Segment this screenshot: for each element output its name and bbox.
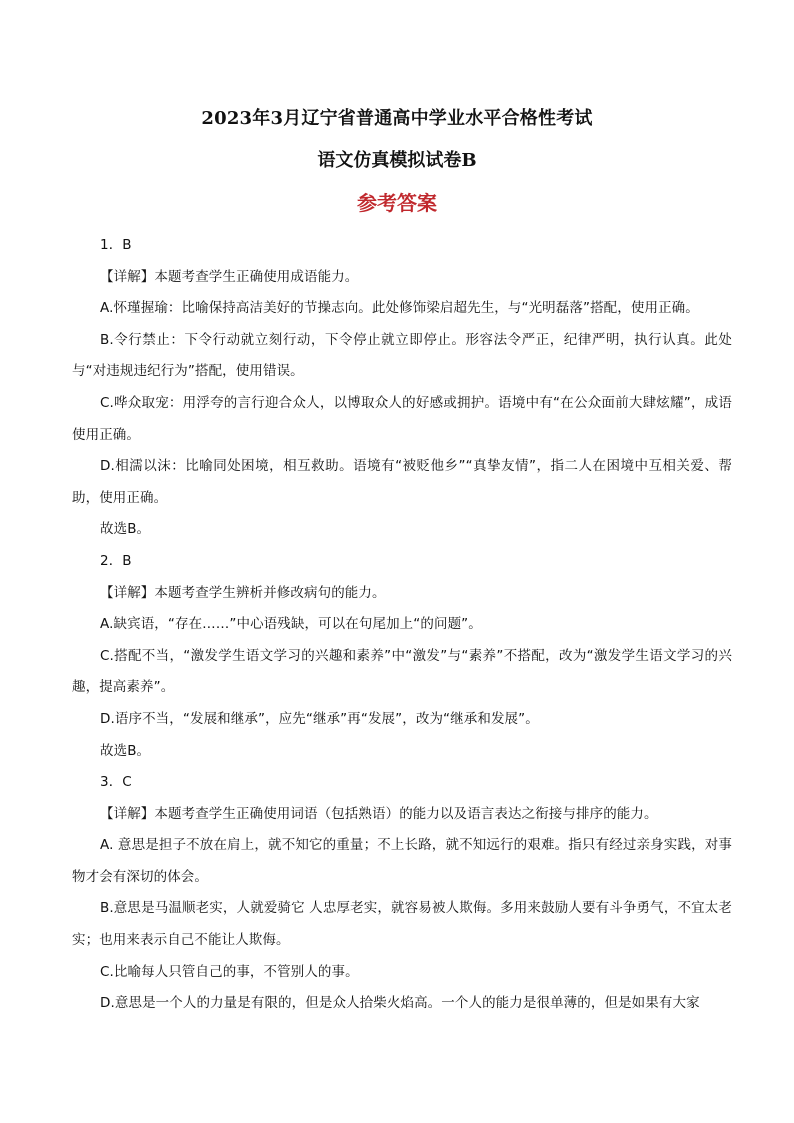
option-explanation: B.令行禁止：下令行动就立刻行动，下令停止就立即停止。形容法令严正，纪律严明，执行认真。此处与“对违规违纪行为”搭配，使用错误。 bbox=[72, 331, 732, 380]
option-explanation: C.哗众取宠：用浮夸的言行迎合众人，以博取众人的好感或拥护。语境中有“在公众面前大肆炫耀”，成语使用正确。 bbox=[72, 394, 732, 443]
detail-paragraph bbox=[72, 262, 732, 294]
option-explanation: D.相濡以沫：比喻同处困境，相互救助。语境有“被贬他乡”“真挚友情”，指二人在困境中互相关爱、帮助，使用正确。 bbox=[72, 458, 732, 506]
detail-text: 本题考查学生正确使用词语（包括熟语）的能力以及语言表达之衔接与排序的能力。 bbox=[154, 805, 658, 822]
answer-body bbox=[72, 230, 732, 1020]
option-explanation: B.意思是马温顺老实，人就爱骑它 人忠厚老实，就容易被人欺侮。多用来鼓励人要有斗争勇气，不宜太老实；也用来表示自己不能让人欺侮。 bbox=[72, 900, 732, 949]
detail-tag: 【详解】 bbox=[100, 805, 155, 822]
exam-subtitle: 语文仿真模拟试卷B bbox=[317, 150, 477, 171]
option-explanation: D.意思是一个人的力量是有限的，但是众人拾柴火焰高。一个人的能力是很单薄的，但是如果有大家 bbox=[100, 995, 700, 1012]
option-explanation: A.怀瑾握瑜：比喻保持高洁美好的节操志向。此处修饰梁启超先生，与“光明磊落”搭配，使用正确。 bbox=[100, 300, 699, 317]
conclusion: 故选B。 bbox=[100, 742, 151, 759]
exam-title: 2023年3月辽宁省普通高中学业水平合格性考试 bbox=[201, 108, 593, 129]
detail-tag: 【详解】 bbox=[100, 584, 155, 601]
conclusion: 故选B。 bbox=[100, 521, 151, 538]
option-explanation: C.比喻每人只管自己的事，不管别人的事。 bbox=[100, 963, 359, 980]
option-explanation: D.语序不当，“发展和继承”，应先“继承”再“发展”，改为“继承和发展”。 bbox=[100, 710, 539, 727]
detail-tag: 【详解】 bbox=[100, 268, 155, 285]
detail-paragraph bbox=[72, 799, 732, 831]
detail-paragraph bbox=[72, 578, 732, 610]
option-explanation: A.缺宾语，“存在……”中心语残缺，可以在句尾加上“的问题”。 bbox=[100, 616, 482, 633]
answer-key-heading: 参考答案 bbox=[357, 191, 437, 215]
detail-text: 本题考查学生辨析并修改病句的能力。 bbox=[154, 584, 386, 601]
question-number: 3．C bbox=[100, 774, 132, 791]
question-number: 1．B bbox=[100, 237, 132, 253]
option-explanation: A. 意思是担子不放在肩上，就不知它的重量；不上长路，就不知远行的艰难。指只有经过亲身实践，对事物才会有深切的体会。 bbox=[72, 837, 732, 885]
detail-text: 本题考查学生正确使用成语能力。 bbox=[154, 268, 359, 285]
option-explanation: C.搭配不当，“激发学生语文学习的兴趣和素养”中“激发”与“素养”不搭配，改为“激发学生语文学习的兴趣，提高素养”。 bbox=[72, 647, 732, 696]
question-number: 2．B bbox=[100, 552, 132, 569]
